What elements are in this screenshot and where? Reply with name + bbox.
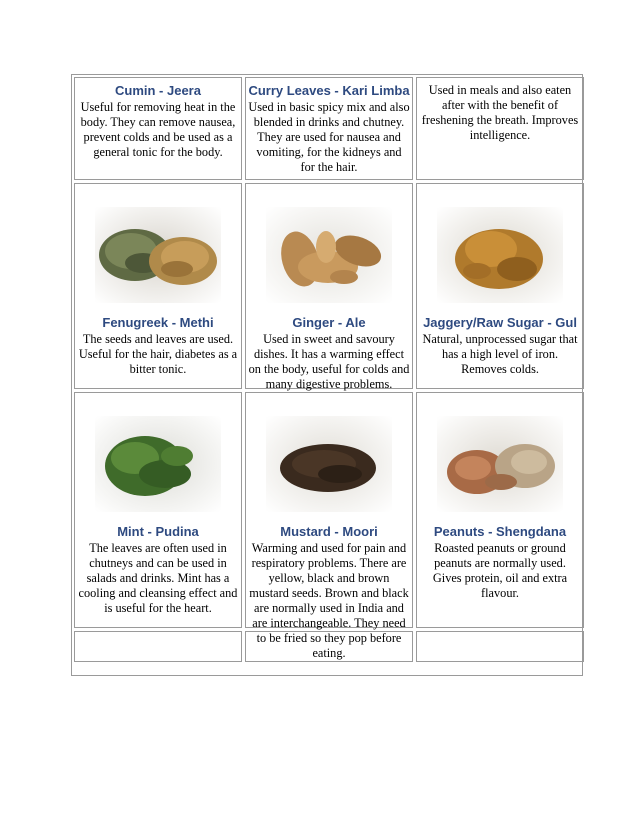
mint-desc: The leaves are often used in chutneys and can be used in salads and drinks. Mint has a cooling and cleansing effect and is useful for the heart. (78, 541, 238, 615)
fenugreek-desc: The seeds and leaves are used. Useful for the hair, diabetes as a bitter tonic. (78, 332, 238, 376)
jaggery-title: Jaggery/Raw Sugar - Gul (423, 315, 577, 330)
mustard-photo (266, 416, 392, 512)
curry-leaves-title: Curry Leaves - Kari Limba (248, 83, 410, 98)
peanuts-desc: Roasted peanuts or ground peanuts are normally used. Gives protein, oil and extra flavour. (432, 541, 568, 600)
ginger-title: Ginger - Ale (292, 315, 366, 330)
jaggery-photo (437, 207, 563, 303)
peanuts-photo (437, 416, 563, 512)
cell-curry-leaves (245, 77, 413, 180)
fenugreek-photo (95, 207, 221, 303)
empty-cell-3 (416, 631, 584, 662)
mustard-title: Mustard - Moori (280, 524, 378, 539)
mint-photo (95, 416, 221, 512)
peanuts-title: Peanuts - Shengdana (433, 524, 567, 539)
cell-ginger (245, 183, 413, 389)
ginger-desc: Used in sweet and savoury dishes. It has a warming effect on the body, useful for colds and many digestive problems. (248, 332, 410, 391)
mint-title: Mint - Pudina (117, 524, 199, 539)
empty-cell-1 (74, 631, 242, 662)
cell-fennel (416, 77, 584, 180)
fenugreek-title: Fenugreek - Methi (102, 315, 214, 330)
cell-mustard (245, 392, 413, 660)
cumin-title: Cumin - Jeera (115, 83, 201, 98)
mustard-desc: Warming and used for pain and respiratory problems. There are yellow, black and brown mustard seeds. Brown and black are normally used in India and are interchangeable. They need to be fried so they pop before eating. (249, 541, 409, 660)
jaggery-desc: Natural, unprocessed sugar that has a high level of iron. Removes colds. (422, 332, 578, 376)
cumin-desc: Useful for removing heat in the body. They can remove nausea, prevent colds and be used as a general tonic for the body. (80, 100, 236, 159)
spice-table (71, 74, 583, 676)
cell-peanuts (416, 392, 584, 628)
cell-jaggery (416, 183, 584, 389)
curry-leaves-desc: Used in basic spicy mix and also blended in drinks and chutney. They are used for nausea and vomiting, for the kidneys and for the hair. (248, 100, 410, 174)
cell-cumin (74, 77, 242, 180)
cell-fenugreek (74, 183, 242, 389)
cell-mint (74, 392, 242, 628)
empty-cell-2 (245, 631, 413, 662)
ginger-photo (266, 207, 392, 303)
fennel-desc: Used in meals and also eaten after with the benefit of freshening the breath. Improves intelligence. (421, 83, 579, 142)
